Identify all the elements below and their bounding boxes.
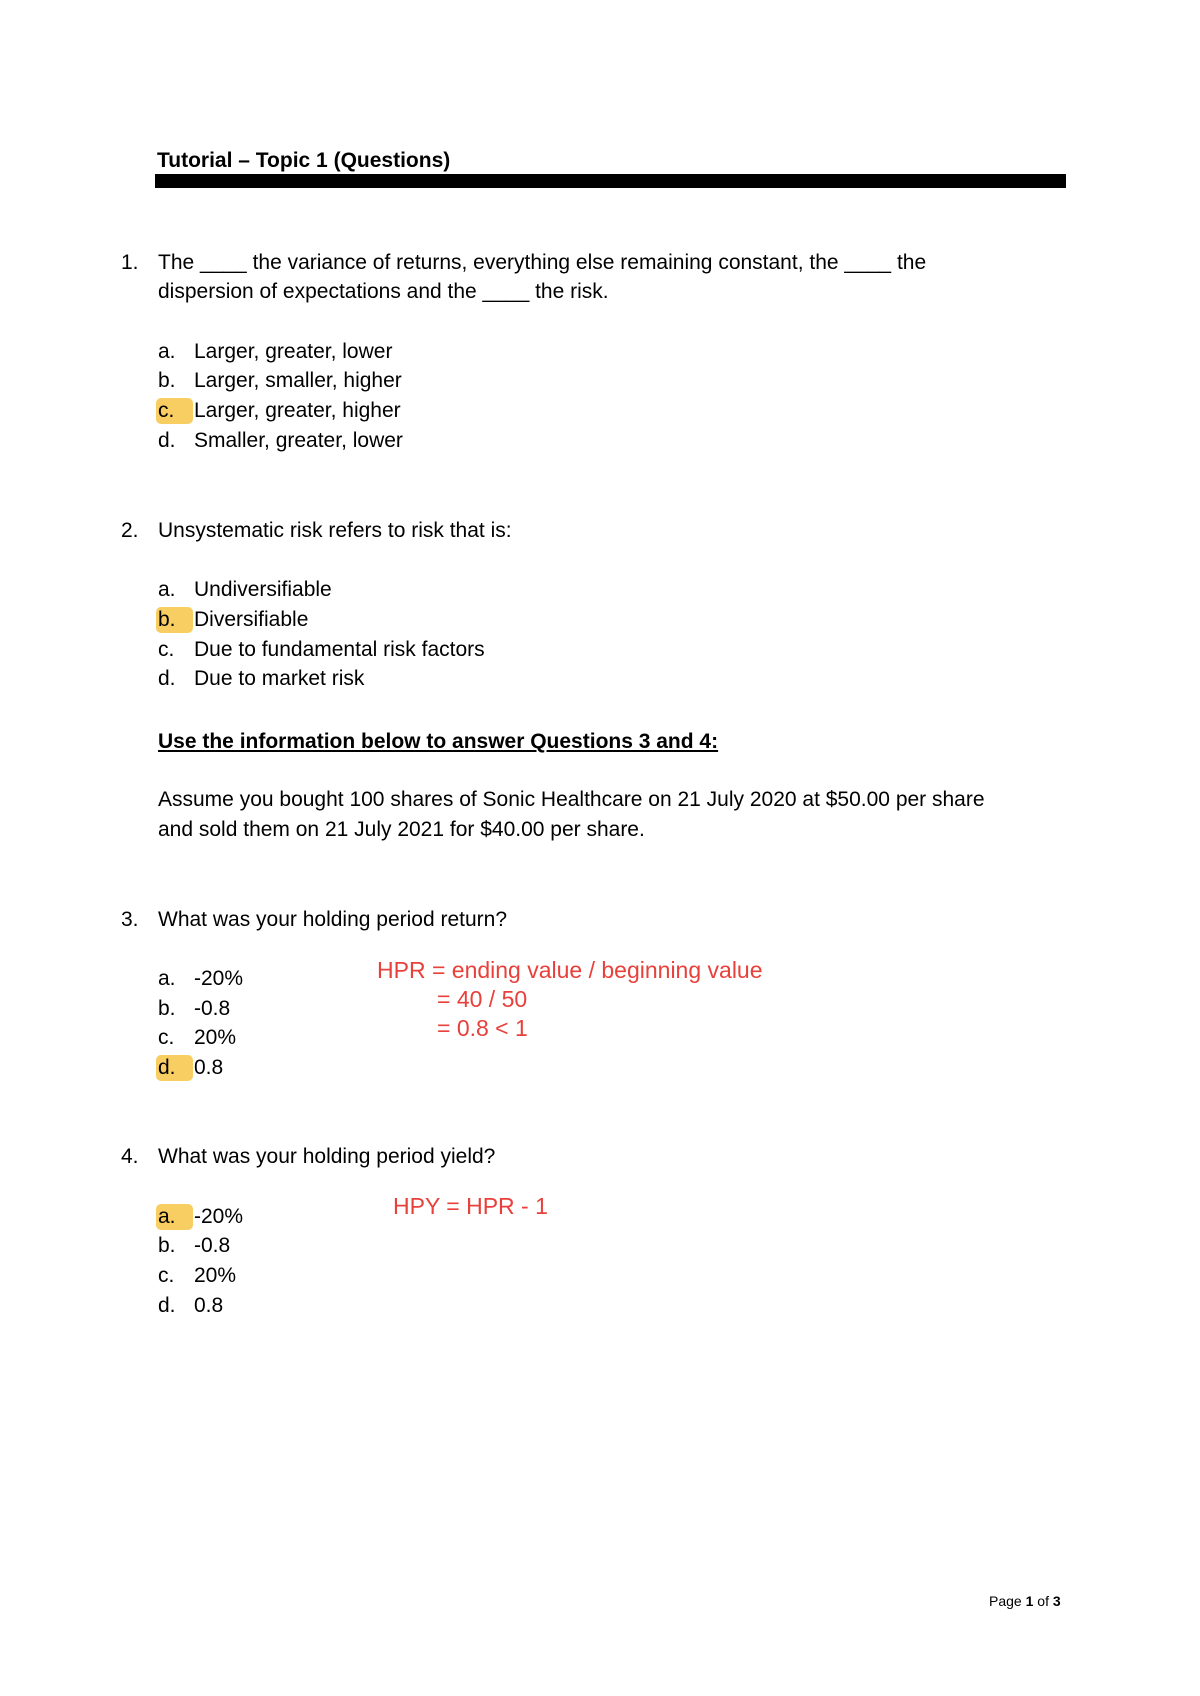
page-label: Page <box>989 1593 1026 1609</box>
current-page: 1 <box>1025 1593 1034 1609</box>
question-4-option-a-letter: a. <box>158 1205 176 1228</box>
question-1-option-d-text: Smaller, greater, lower <box>194 429 403 452</box>
hpr-annotation-line-2: = 40 / 50 <box>437 986 528 1012</box>
question-1-text-line-2: dispersion of expectations and the ____ the risk. <box>158 280 609 303</box>
question-4-option-a-text: -20% <box>194 1205 244 1228</box>
question-3-option-d-text: 0.8 <box>194 1056 224 1079</box>
question-2-text: Unsystematic risk refers to risk that is: <box>158 519 512 542</box>
page-of-label: of <box>1033 1593 1053 1609</box>
question-3-text: What was your holding period return? <box>158 908 508 931</box>
hpr-annotation-line-1: HPR = ending value / beginning value <box>377 957 763 983</box>
title-divider <box>155 174 1066 188</box>
total-pages: 3 <box>1052 1593 1061 1609</box>
question-1-option-c-text: Larger, greater, higher <box>194 399 401 422</box>
question-2-option-c-text: Due to fundamental risk factors <box>194 638 485 661</box>
question-3-option-c-text: 20% <box>194 1026 237 1049</box>
info-line-2: and sold them on 21 July 2021 for $40.00 per share. <box>158 818 645 841</box>
question-2-option-b-text: Diversifiable <box>194 608 309 631</box>
page-number <box>989 1592 1061 1610</box>
question-1-option-a-letter: a. <box>158 340 176 363</box>
hpy-annotation: HPY = HPR - 1 <box>393 1193 548 1219</box>
question-2-option-d-text: Due to market risk <box>194 667 365 690</box>
question-4-text: What was your holding period yield? <box>158 1145 496 1168</box>
question-4-option-b-text: -0.8 <box>194 1234 231 1257</box>
info-heading: Use the information below to answer Questions 3 and 4: <box>158 730 719 753</box>
question-4-number: 4. <box>121 1145 139 1168</box>
question-4-option-d-letter: d. <box>158 1294 176 1317</box>
question-3-option-c-letter: c. <box>158 1026 175 1049</box>
hpr-annotation-line-3: = 0.8 < 1 <box>437 1015 528 1041</box>
question-3-number: 3. <box>121 908 139 931</box>
question-2-option-a-text: Undiversifiable <box>194 578 332 601</box>
info-line-1: Assume you bought 100 shares of Sonic Healthcare on 21 July 2020 at $50.00 per share <box>158 788 985 811</box>
question-4-option-c-text: 20% <box>194 1264 237 1287</box>
question-2-number: 2. <box>121 519 139 542</box>
question-3-option-d-letter: d. <box>158 1056 176 1079</box>
question-4-option-c-letter: c. <box>158 1264 175 1287</box>
question-1-option-d-letter: d. <box>158 429 176 452</box>
question-2-option-a-letter: a. <box>158 578 176 601</box>
question-4-option-b-letter: b. <box>158 1234 176 1257</box>
question-2-option-b-letter: b. <box>158 608 176 631</box>
question-3-option-a-letter: a. <box>158 967 176 990</box>
question-1-number: 1. <box>121 251 139 274</box>
question-1-option-a-text: Larger, greater, lower <box>194 340 393 363</box>
document-title: Tutorial – Topic 1 (Questions) <box>157 149 451 172</box>
question-3-option-b-letter: b. <box>158 997 176 1020</box>
question-3-option-b-text: -0.8 <box>194 997 231 1020</box>
question-1-option-b-letter: b. <box>158 369 176 392</box>
question-1-text-line-1: The ____ the variance of returns, everything else remaining constant, the ____ the <box>158 251 927 274</box>
question-2-option-c-letter: c. <box>158 638 175 661</box>
question-3-option-a-text: -20% <box>194 967 244 990</box>
question-1-option-c-letter: c. <box>158 399 175 422</box>
question-2-option-d-letter: d. <box>158 667 176 690</box>
question-4-option-d-text: 0.8 <box>194 1294 224 1317</box>
question-1-option-b-text: Larger, smaller, higher <box>194 369 402 392</box>
